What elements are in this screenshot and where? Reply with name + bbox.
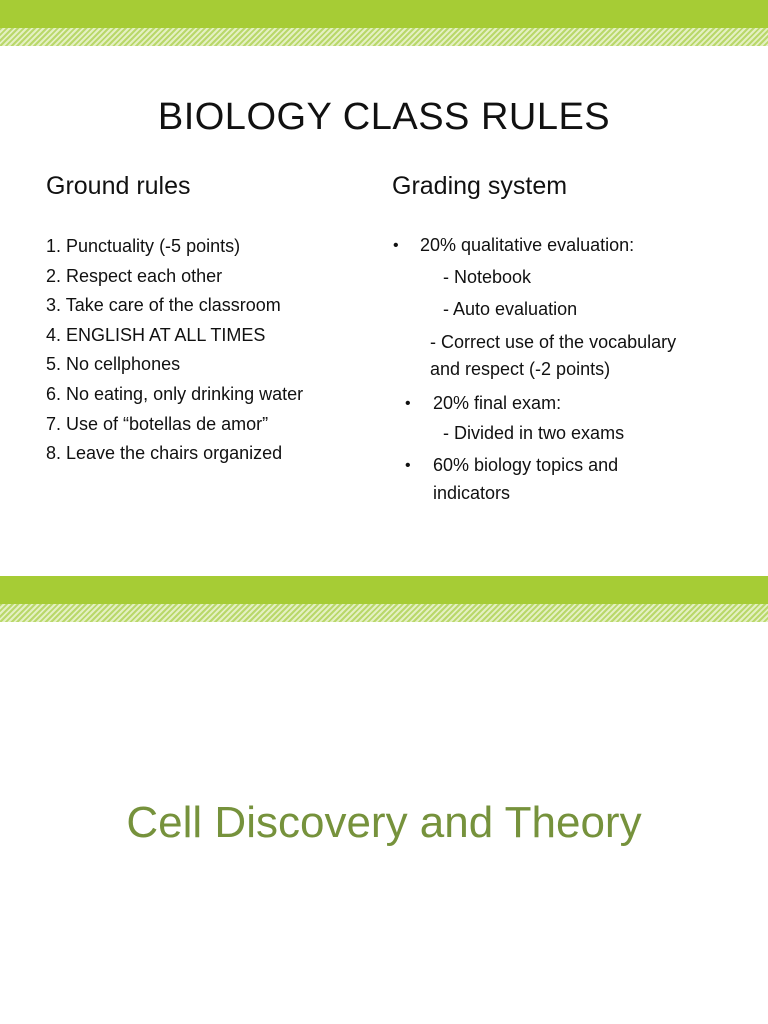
grading-final-exam: 20% final exam: (433, 393, 562, 413)
rule-item: 1. Punctuality (-5 points) (46, 236, 241, 256)
rule-item: 7. Use of “botellas de amor” (46, 413, 269, 434)
slide-cell-discovery (0, 576, 768, 1024)
bullet: • (405, 457, 411, 474)
slide-title: BIOLOGY CLASS RULES (157, 96, 611, 138)
rule-item: 3. Take care of the classroom (46, 295, 281, 316)
bullet: • (393, 237, 399, 254)
header-band (0, 576, 768, 622)
header-band-hatch (0, 604, 768, 622)
slide-title: Cell Discovery and Theory (126, 798, 642, 847)
rule-item: 8. Leave the chairs organized (46, 443, 283, 464)
ground-rules-heading: Ground rules (46, 172, 191, 200)
grading-sub-item: - Divided in two exams (443, 423, 625, 443)
rule-item: 5. No cellphones (46, 354, 181, 375)
grading-sub-item: and respect (-2 points) (430, 359, 611, 379)
header-band-solid (0, 576, 768, 604)
bullet: • (405, 395, 411, 412)
rule-item: 6. No eating, only drinking water (46, 383, 304, 404)
grading-topics: 60% biology topics and (433, 455, 619, 475)
grading-sub-item: - Auto evaluation (443, 299, 578, 319)
grading-topics-cont: indicators (433, 483, 511, 503)
grading-system-heading: Grading system (392, 172, 568, 200)
rule-item: 2. Respect each other (46, 265, 223, 286)
grading-sub-item: - Notebook (443, 267, 532, 287)
grading-sub-item: - Correct use of the vocabulary (430, 332, 677, 352)
grading-qualitative: 20% qualitative evaluation: (420, 235, 635, 255)
rule-item: 4. ENGLISH AT ALL TIMES (46, 324, 266, 345)
